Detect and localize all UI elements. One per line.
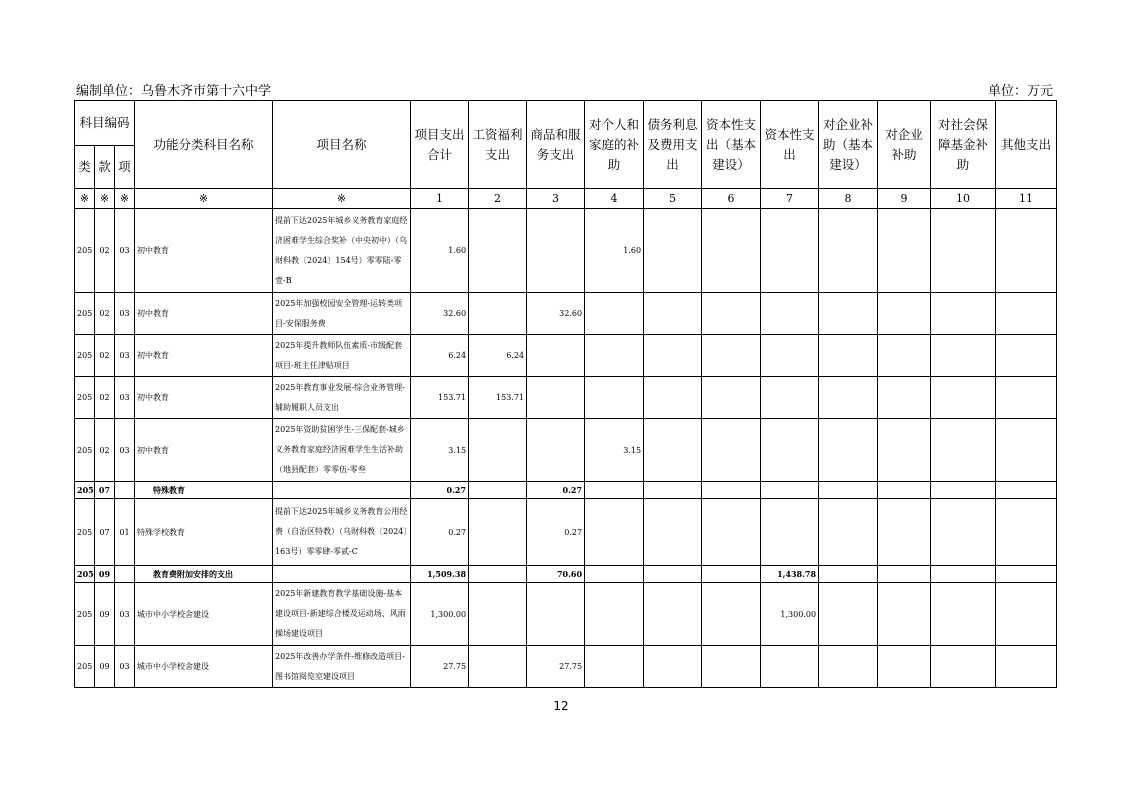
cell-col-6 [702, 209, 761, 293]
cell-func-name: 初中教育 [135, 377, 273, 419]
cell-col-1: 1,300.00 [411, 583, 469, 646]
header-col-8: 对企业补助（基本建设） [819, 101, 878, 189]
cell-lei: 205 [75, 419, 95, 482]
cell-col-7: 1,438.78 [761, 566, 819, 583]
cell-col-8 [819, 335, 878, 377]
cell-col-9 [878, 293, 931, 335]
cell-project-name: 2025年资助贫困学生-三保配套-城乡义务教育家庭经济困难学生生活补助（地县配套）零零伍-零叁 [273, 419, 411, 482]
cell-col-8 [819, 209, 878, 293]
cell-func-name: 教育费附加安排的支出 [135, 566, 273, 583]
mark-cell: ※ [95, 189, 115, 209]
cell-func-name: 城市中小学校舍建设 [135, 646, 273, 688]
cell-func-name: 特殊学校教育 [135, 499, 273, 566]
cell-col-9 [878, 335, 931, 377]
cell-col-5 [644, 482, 702, 499]
cell-project-name [273, 482, 411, 499]
header-func-name: 功能分类科目名称 [135, 101, 273, 189]
cell-func-name: 城市中小学校舍建设 [135, 583, 273, 646]
cell-col-7 [761, 646, 819, 688]
cell-xiang [115, 482, 135, 499]
cell-col-7 [761, 377, 819, 419]
cell-col-10 [931, 583, 996, 646]
table-row [75, 209, 1057, 293]
cell-col-7 [761, 335, 819, 377]
cell-col-7 [761, 482, 819, 499]
cell-col-6 [702, 583, 761, 646]
cell-lei: 205 [75, 482, 95, 499]
cell-col-1: 1,509.38 [411, 566, 469, 583]
table-row [75, 646, 1057, 688]
cell-lei: 205 [75, 335, 95, 377]
cell-col-8 [819, 583, 878, 646]
cell-col-3 [527, 583, 585, 646]
cell-col-8 [819, 566, 878, 583]
mark-cell: 6 [702, 189, 761, 209]
header-col-2: 工资福利支出 [469, 101, 527, 189]
cell-col-10 [931, 566, 996, 583]
cell-col-7 [761, 419, 819, 482]
page-number: 12 [553, 699, 569, 713]
cell-col-4 [585, 293, 644, 335]
cell-col-7: 1,300.00 [761, 583, 819, 646]
header-lei: 类 [75, 146, 95, 189]
cell-col-6 [702, 377, 761, 419]
cell-col-2 [469, 419, 527, 482]
cell-col-5 [644, 646, 702, 688]
cell-kuan: 02 [95, 293, 115, 335]
cell-lei: 205 [75, 566, 95, 583]
cell-col-5 [644, 419, 702, 482]
cell-col-6 [702, 482, 761, 499]
cell-col-2 [469, 566, 527, 583]
cell-col-7 [761, 209, 819, 293]
header-col-9: 对企业补助 [878, 101, 931, 189]
header-col-7: 资本性支出 [761, 101, 819, 189]
mark-row [75, 189, 1057, 209]
cell-xiang: 03 [115, 293, 135, 335]
mark-cell: ※ [273, 189, 411, 209]
cell-col-9 [878, 566, 931, 583]
table-row [75, 583, 1057, 646]
cell-xiang: 03 [115, 335, 135, 377]
cell-project-name [273, 566, 411, 583]
cell-col-5 [644, 583, 702, 646]
cell-col-4 [585, 646, 644, 688]
cell-xiang: 03 [115, 209, 135, 293]
cell-col-2 [469, 482, 527, 499]
cell-xiang: 03 [115, 377, 135, 419]
cell-col-6 [702, 566, 761, 583]
cell-col-10 [931, 482, 996, 499]
cell-func-name: 特殊教育 [135, 482, 273, 499]
cell-col-10 [931, 293, 996, 335]
cell-col-3 [527, 335, 585, 377]
mark-cell: ※ [75, 189, 95, 209]
mark-cell: 10 [931, 189, 996, 209]
mark-cell: ※ [115, 189, 135, 209]
header-col-11: 其他支出 [996, 101, 1057, 189]
mark-cell: 2 [469, 189, 527, 209]
cell-kuan: 09 [95, 566, 115, 583]
cell-func-name: 初中教育 [135, 209, 273, 293]
cell-col-6 [702, 419, 761, 482]
cell-xiang: 01 [115, 499, 135, 566]
cell-col-11 [996, 335, 1057, 377]
cell-project-name: 2025年教育事业发展-综合业务管理-辅助履职人员支出 [273, 377, 411, 419]
cell-col-10 [931, 209, 996, 293]
cell-col-10 [931, 499, 996, 566]
cell-col-10 [931, 377, 996, 419]
cell-col-6 [702, 293, 761, 335]
unit-label: 单位：万元 [987, 84, 1053, 99]
cell-col-4 [585, 335, 644, 377]
cell-kuan: 09 [95, 583, 115, 646]
cell-col-9 [878, 209, 931, 293]
cell-col-8 [819, 646, 878, 688]
org-label: 编制单位：乌鲁木齐市第十六中学 [76, 84, 272, 99]
mark-cell: 5 [644, 189, 702, 209]
cell-col-11 [996, 566, 1057, 583]
table-row [75, 419, 1057, 482]
cell-kuan: 02 [95, 209, 115, 293]
cell-col-3: 0.27 [527, 499, 585, 566]
cell-col-1: 3.15 [411, 419, 469, 482]
header-col-3: 商品和服务支出 [527, 101, 585, 189]
cell-kuan: 02 [95, 377, 115, 419]
cell-col-1: 1.60 [411, 209, 469, 293]
budget-table [74, 100, 1057, 688]
cell-col-11 [996, 499, 1057, 566]
cell-col-11 [996, 646, 1057, 688]
cell-kuan: 02 [95, 419, 115, 482]
cell-col-2 [469, 646, 527, 688]
header-code-group: 科目编码 [75, 101, 135, 146]
cell-col-1: 153.71 [411, 377, 469, 419]
header-col-6: 资本性支出（基本建设） [702, 101, 761, 189]
table-row [75, 377, 1057, 419]
header-col-5: 债务利息及费用支出 [644, 101, 702, 189]
cell-col-8 [819, 293, 878, 335]
header-col-1: 项目支出合计 [411, 101, 469, 189]
cell-kuan: 09 [95, 646, 115, 688]
cell-col-6 [702, 499, 761, 566]
cell-col-6 [702, 335, 761, 377]
cell-col-5 [644, 335, 702, 377]
cell-col-3: 70.60 [527, 566, 585, 583]
cell-col-8 [819, 482, 878, 499]
table-row [75, 335, 1057, 377]
cell-project-name: 2025年改善办学条件-维修改造项目-图书馆阅览室建设项目 [273, 646, 411, 688]
mark-cell: ※ [135, 189, 273, 209]
cell-col-2 [469, 499, 527, 566]
subtotal-row [75, 566, 1057, 583]
cell-col-1: 0.27 [411, 482, 469, 499]
cell-func-name: 初中教育 [135, 335, 273, 377]
cell-col-8 [819, 377, 878, 419]
cell-col-3 [527, 209, 585, 293]
cell-lei: 205 [75, 583, 95, 646]
cell-col-8 [819, 419, 878, 482]
cell-lei: 205 [75, 377, 95, 419]
cell-col-3: 27.75 [527, 646, 585, 688]
cell-col-2: 153.71 [469, 377, 527, 419]
header-col-10: 对社会保障基金补助 [931, 101, 996, 189]
cell-col-11 [996, 377, 1057, 419]
cell-lei: 205 [75, 646, 95, 688]
cell-col-3 [527, 419, 585, 482]
cell-func-name: 初中教育 [135, 293, 273, 335]
cell-col-4 [585, 566, 644, 583]
cell-col-5 [644, 209, 702, 293]
cell-col-11 [996, 209, 1057, 293]
cell-col-7 [761, 499, 819, 566]
cell-func-name: 初中教育 [135, 419, 273, 482]
cell-col-10 [931, 419, 996, 482]
header-kuan: 款 [95, 146, 115, 189]
cell-col-8 [819, 499, 878, 566]
cell-lei: 205 [75, 293, 95, 335]
cell-col-4 [585, 583, 644, 646]
cell-col-4 [585, 482, 644, 499]
mark-cell: 3 [527, 189, 585, 209]
cell-project-name: 提前下达2025年城乡义务教育公用经费（自治区特教）（乌财科教〔2024〕163号）零零肆-零贰-C [273, 499, 411, 566]
cell-xiang: 03 [115, 646, 135, 688]
cell-col-5 [644, 566, 702, 583]
cell-col-2: 6.24 [469, 335, 527, 377]
cell-col-1: 32.60 [411, 293, 469, 335]
mark-cell: 7 [761, 189, 819, 209]
cell-col-3: 32.60 [527, 293, 585, 335]
cell-lei: 205 [75, 209, 95, 293]
header-project-name: 项目名称 [273, 101, 411, 189]
cell-col-9 [878, 377, 931, 419]
cell-col-4 [585, 377, 644, 419]
cell-col-4: 3.15 [585, 419, 644, 482]
cell-col-4: 1.60 [585, 209, 644, 293]
cell-col-11 [996, 583, 1057, 646]
mark-cell: 11 [996, 189, 1057, 209]
cell-col-1: 6.24 [411, 335, 469, 377]
cell-project-name: 提前下达2025年城乡义务教育家庭经济困难学生综合奖补（中央初中）（乌财科教〔2024〕154号）零零陆-零壹-B [273, 209, 411, 293]
cell-col-10 [931, 646, 996, 688]
mark-cell: 4 [585, 189, 644, 209]
cell-project-name: 2025年新建教育教学基础设施-基本建设项目-新建综合楼及运动场、风雨操场建设项目 [273, 583, 411, 646]
cell-col-2 [469, 583, 527, 646]
cell-col-9 [878, 499, 931, 566]
cell-kuan: 07 [95, 499, 115, 566]
mark-cell: 1 [411, 189, 469, 209]
cell-kuan: 02 [95, 335, 115, 377]
mark-cell: 8 [819, 189, 878, 209]
cell-col-7 [761, 293, 819, 335]
cell-col-1: 27.75 [411, 646, 469, 688]
subtotal-row [75, 482, 1057, 499]
cell-xiang: 03 [115, 583, 135, 646]
cell-col-5 [644, 499, 702, 566]
mark-cell: 9 [878, 189, 931, 209]
cell-col-9 [878, 482, 931, 499]
cell-xiang [115, 566, 135, 583]
cell-col-9 [878, 583, 931, 646]
cell-col-9 [878, 419, 931, 482]
header-col-4: 对个人和家庭的补助 [585, 101, 644, 189]
cell-col-3 [527, 377, 585, 419]
cell-col-6 [702, 646, 761, 688]
cell-kuan: 07 [95, 482, 115, 499]
cell-col-4 [585, 499, 644, 566]
cell-xiang: 03 [115, 419, 135, 482]
cell-col-11 [996, 293, 1057, 335]
table-row [75, 293, 1057, 335]
cell-lei: 205 [75, 499, 95, 566]
header-xiang: 项 [115, 146, 135, 189]
cell-col-9 [878, 646, 931, 688]
cell-col-1: 0.27 [411, 499, 469, 566]
cell-col-2 [469, 209, 527, 293]
cell-col-11 [996, 419, 1057, 482]
cell-col-3: 0.27 [527, 482, 585, 499]
cell-project-name: 2025年提升教师队伍素质-市级配套项目-班主任津贴项目 [273, 335, 411, 377]
table-row [75, 499, 1057, 566]
cell-col-10 [931, 335, 996, 377]
cell-col-11 [996, 482, 1057, 499]
cell-col-5 [644, 377, 702, 419]
cell-col-5 [644, 293, 702, 335]
cell-project-name: 2025年加强校园安全管理-运转类项目-安保服务费 [273, 293, 411, 335]
cell-col-2 [469, 293, 527, 335]
